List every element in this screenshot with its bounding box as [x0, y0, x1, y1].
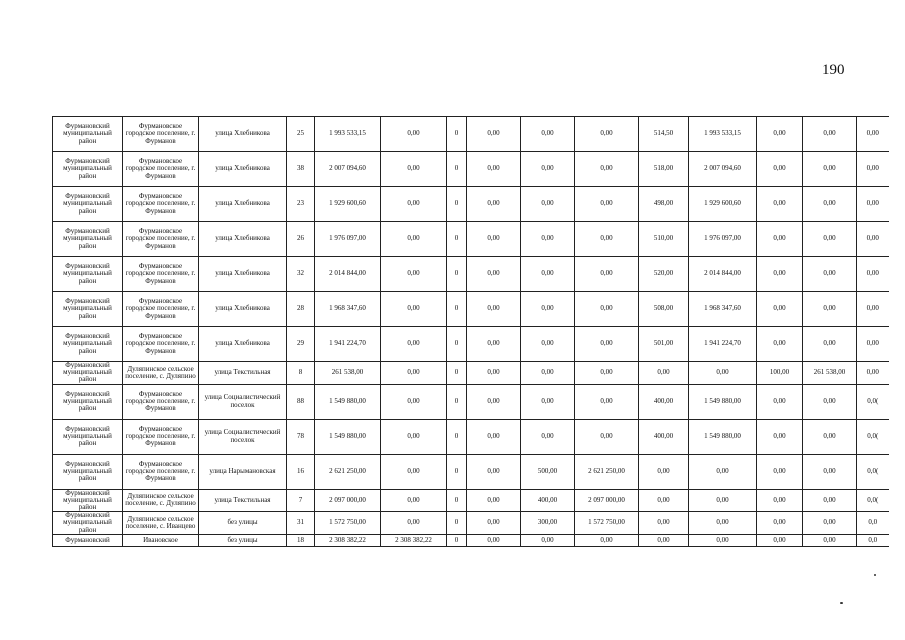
- table-cell-settlement: Фурмановское городское поселение, г. Фурманов: [123, 384, 199, 419]
- table-cell-house: 29: [287, 327, 315, 362]
- table-cell-settlement: Фурмановское городское поселение, г. Фурманов: [123, 292, 199, 327]
- table-cell-c10: 0,00: [803, 384, 857, 419]
- table-cell-c11: 0,00: [857, 187, 889, 222]
- table-cell-c11: 0,00: [857, 257, 889, 292]
- table-cell-c10: 0,00: [803, 454, 857, 489]
- table-cell-c1: 1 549 880,00: [315, 384, 381, 419]
- table-cell-c7: 520,00: [639, 257, 689, 292]
- table-cell-c2: 2 308 382,22: [381, 534, 447, 546]
- table-cell-c1: 1 993 533,15: [315, 117, 381, 152]
- table-cell-c8: 1 929 600,60: [689, 187, 757, 222]
- table-cell-c4: 0,00: [467, 152, 521, 187]
- table-cell-c11: 0,00: [857, 327, 889, 362]
- table-cell-c7: 508,00: [639, 292, 689, 327]
- table-body: [53, 117, 889, 547]
- table-cell-street: улица Хлебникова: [199, 292, 287, 327]
- table-cell-c10: 0,00: [803, 292, 857, 327]
- table-cell-c4: 0,00: [467, 187, 521, 222]
- table-cell-c1: 1 976 097,00: [315, 222, 381, 257]
- table-cell-c11: 0,00: [857, 117, 889, 152]
- table-cell-c11: 0,0: [857, 512, 889, 535]
- table-cell-c8: 2 007 094,60: [689, 152, 757, 187]
- table-cell-c7: 498,00: [639, 187, 689, 222]
- table-cell-c6: 0,00: [575, 327, 639, 362]
- table-cell-c3: 0: [447, 222, 467, 257]
- table-cell-street: без улицы: [199, 512, 287, 535]
- table-row: [53, 117, 889, 152]
- table-cell-c1: 1 572 750,00: [315, 512, 381, 535]
- table-cell-c7: 0,00: [639, 512, 689, 535]
- table-cell-settlement: Фурмановское городское поселение, г. Фурманов: [123, 419, 199, 454]
- table-cell-settlement: Фурмановское городское поселение, г. Фурманов: [123, 187, 199, 222]
- table-cell-c1: 2 308 382,22: [315, 534, 381, 546]
- table-cell-house: 38: [287, 152, 315, 187]
- table-cell-c5: 400,00: [521, 489, 575, 512]
- table-cell-c4: 0,00: [467, 534, 521, 546]
- table-cell-c2: 0,00: [381, 187, 447, 222]
- scan-speck: [840, 602, 843, 604]
- table-cell-c3: 0: [447, 534, 467, 546]
- table-cell-house: 26: [287, 222, 315, 257]
- table-cell-c4: 0,00: [467, 454, 521, 489]
- table-cell-c4: 0,00: [467, 419, 521, 454]
- table-cell-c10: 0,00: [803, 327, 857, 362]
- table-cell-c4: 0,00: [467, 292, 521, 327]
- table-cell-street: улица Социалистический поселок: [199, 384, 287, 419]
- table-cell-c3: 0: [447, 327, 467, 362]
- table-row: [53, 292, 889, 327]
- table-cell-district: Фурмановский муниципальный район: [53, 489, 123, 512]
- table-cell-c2: 0,00: [381, 384, 447, 419]
- table-cell-c11: 0,00: [857, 292, 889, 327]
- table-cell-c7: 518,00: [639, 152, 689, 187]
- table-cell-house: 23: [287, 187, 315, 222]
- table-row: [53, 362, 889, 385]
- table-cell-c11: 0,0: [857, 534, 889, 546]
- table-cell-c5: 0,00: [521, 292, 575, 327]
- table-cell-c9: 0,00: [757, 384, 803, 419]
- table-row: [53, 512, 889, 535]
- table-cell-c3: 0: [447, 512, 467, 535]
- table-cell-c6: 1 572 750,00: [575, 512, 639, 535]
- table-cell-house: 88: [287, 384, 315, 419]
- table-cell-district: Фурмановский муниципальный район: [53, 292, 123, 327]
- table-cell-settlement: Фурмановское городское поселение, г. Фурманов: [123, 327, 199, 362]
- table-cell-c2: 0,00: [381, 362, 447, 385]
- table-cell-c5: 0,00: [521, 257, 575, 292]
- table-row: [53, 187, 889, 222]
- table-cell-c9: 0,00: [757, 117, 803, 152]
- table-cell-street: улица Текстильная: [199, 489, 287, 512]
- table-row: [53, 327, 889, 362]
- table-cell-c5: 0,00: [521, 384, 575, 419]
- table-cell-c5: 0,00: [521, 152, 575, 187]
- table-cell-c9: 0,00: [757, 152, 803, 187]
- table-cell-c2: 0,00: [381, 512, 447, 535]
- table-cell-c10: 0,00: [803, 117, 857, 152]
- table-cell-c6: 0,00: [575, 384, 639, 419]
- table-cell-c4: 0,00: [467, 117, 521, 152]
- table-cell-c4: 0,00: [467, 327, 521, 362]
- table-cell-c6: 0,00: [575, 222, 639, 257]
- table-cell-c7: 400,00: [639, 419, 689, 454]
- table-cell-c11: 0,00: [857, 362, 889, 385]
- table-cell-settlement: Дуляпинское сельское поселение, с. Дуляпино: [123, 489, 199, 512]
- table-row: [53, 534, 889, 546]
- table-cell-c7: 0,00: [639, 454, 689, 489]
- table-cell-settlement: Дуляпинское сельское поселение, с. Иванцево: [123, 512, 199, 535]
- table-cell-district: Фурмановский муниципальный район: [53, 454, 123, 489]
- table-row: [53, 489, 889, 512]
- table-row: [53, 222, 889, 257]
- table-cell-c4: 0,00: [467, 362, 521, 385]
- table-cell-c6: 0,00: [575, 534, 639, 546]
- table-cell-c5: 0,00: [521, 419, 575, 454]
- table-cell-c3: 0: [447, 454, 467, 489]
- table-cell-c3: 0: [447, 489, 467, 512]
- table-cell-district: Фурмановский муниципальный район: [53, 362, 123, 385]
- table-cell-c8: 1 549 880,00: [689, 384, 757, 419]
- table-cell-c11: 0,0(: [857, 454, 889, 489]
- table-cell-c4: 0,00: [467, 257, 521, 292]
- table-cell-c10: 261 538,00: [803, 362, 857, 385]
- table-cell-settlement: Фурмановское городское поселение, г. Фурманов: [123, 117, 199, 152]
- table-cell-settlement: Фурмановское городское поселение, г. Фурманов: [123, 454, 199, 489]
- table-cell-c11: 0,00: [857, 222, 889, 257]
- table-cell-c5: 300,00: [521, 512, 575, 535]
- table-cell-district: Фурмановский: [53, 534, 123, 546]
- table-cell-c1: 2 097 000,00: [315, 489, 381, 512]
- table-cell-c6: 0,00: [575, 152, 639, 187]
- table-cell-c1: 2 007 094,60: [315, 152, 381, 187]
- table-cell-c9: 0,00: [757, 454, 803, 489]
- table-cell-c8: 1 549 880,00: [689, 419, 757, 454]
- table-cell-c10: 0,00: [803, 489, 857, 512]
- table-cell-c6: 0,00: [575, 292, 639, 327]
- table-cell-c10: 0,00: [803, 257, 857, 292]
- table-cell-c5: 0,00: [521, 362, 575, 385]
- table-cell-c8: 0,00: [689, 534, 757, 546]
- table-cell-district: Фурмановский муниципальный район: [53, 117, 123, 152]
- table-cell-district: Фурмановский муниципальный район: [53, 419, 123, 454]
- table-cell-c3: 0: [447, 187, 467, 222]
- table-cell-c11: 0,00: [857, 152, 889, 187]
- table-cell-c2: 0,00: [381, 327, 447, 362]
- table-cell-district: Фурмановский муниципальный район: [53, 512, 123, 535]
- table-cell-c2: 0,00: [381, 489, 447, 512]
- table-cell-settlement: Фурмановское городское поселение, г. Фурманов: [123, 152, 199, 187]
- table-cell-settlement: Фурмановское городское поселение, г. Фурманов: [123, 222, 199, 257]
- table-cell-c3: 0: [447, 292, 467, 327]
- table-cell-c11: 0,0(: [857, 384, 889, 419]
- table-cell-c8: 0,00: [689, 489, 757, 512]
- table-cell-c5: 0,00: [521, 534, 575, 546]
- table-cell-street: улица Хлебникова: [199, 117, 287, 152]
- table-cell-c6: 0,00: [575, 362, 639, 385]
- table-cell-c10: 0,00: [803, 419, 857, 454]
- table-cell-c2: 0,00: [381, 117, 447, 152]
- table-cell-c1: 261 538,00: [315, 362, 381, 385]
- table-cell-c7: 514,50: [639, 117, 689, 152]
- table-cell-street: улица Хлебникова: [199, 152, 287, 187]
- table-cell-c1: 1 968 347,60: [315, 292, 381, 327]
- table-cell-c7: 0,00: [639, 534, 689, 546]
- table-cell-c6: 0,00: [575, 117, 639, 152]
- table-cell-c1: 1 941 224,70: [315, 327, 381, 362]
- table-cell-district: Фурмановский муниципальный район: [53, 152, 123, 187]
- table-cell-c7: 510,00: [639, 222, 689, 257]
- table-cell-c3: 0: [447, 152, 467, 187]
- table-cell-c8: 1 993 533,15: [689, 117, 757, 152]
- table-cell-c5: 0,00: [521, 187, 575, 222]
- table-cell-c9: 0,00: [757, 222, 803, 257]
- table-cell-c2: 0,00: [381, 419, 447, 454]
- table-cell-c10: 0,00: [803, 512, 857, 535]
- table-cell-c11: 0,0(: [857, 419, 889, 454]
- table-cell-c9: 0,00: [757, 292, 803, 327]
- table-cell-c4: 0,00: [467, 384, 521, 419]
- table-cell-c8: 1 968 347,60: [689, 292, 757, 327]
- table-cell-c5: 0,00: [521, 222, 575, 257]
- table-cell-c8: 0,00: [689, 512, 757, 535]
- table-cell-c7: 0,00: [639, 362, 689, 385]
- table-cell-district: Фурмановский муниципальный район: [53, 327, 123, 362]
- table-cell-c10: 0,00: [803, 534, 857, 546]
- table-cell-street: без улицы: [199, 534, 287, 546]
- table-row: [53, 257, 889, 292]
- housing-registry-table: [52, 116, 889, 547]
- table-cell-house: 7: [287, 489, 315, 512]
- table-cell-house: 28: [287, 292, 315, 327]
- table-cell-c9: 100,00: [757, 362, 803, 385]
- table-cell-c11: 0,0(: [857, 489, 889, 512]
- table-row: [53, 454, 889, 489]
- table-cell-c9: 0,00: [757, 327, 803, 362]
- table-cell-c9: 0,00: [757, 419, 803, 454]
- table-cell-street: улица Социалистический поселок: [199, 419, 287, 454]
- table-cell-c6: 0,00: [575, 257, 639, 292]
- table-cell-house: 25: [287, 117, 315, 152]
- table-cell-district: Фурмановский муниципальный район: [53, 222, 123, 257]
- page-number: 190: [822, 62, 845, 78]
- table-cell-c3: 0: [447, 384, 467, 419]
- table-cell-c3: 0: [447, 257, 467, 292]
- table-cell-c4: 0,00: [467, 489, 521, 512]
- table-cell-street: улица Хлебникова: [199, 222, 287, 257]
- table-cell-house: 78: [287, 419, 315, 454]
- table-cell-c9: 0,00: [757, 257, 803, 292]
- table-cell-settlement: Ивановское: [123, 534, 199, 546]
- table-cell-c3: 0: [447, 117, 467, 152]
- table-cell-settlement: Фурмановское городское поселение, г. Фурманов: [123, 257, 199, 292]
- table-cell-street: улица Хлебникова: [199, 187, 287, 222]
- table-cell-street: улица Текстильная: [199, 362, 287, 385]
- table-cell-c8: 1 976 097,00: [689, 222, 757, 257]
- table-cell-c7: 501,00: [639, 327, 689, 362]
- table-cell-c6: 2 097 000,00: [575, 489, 639, 512]
- table-cell-c9: 0,00: [757, 512, 803, 535]
- table-cell-house: 31: [287, 512, 315, 535]
- table-cell-c1: 1 929 600,60: [315, 187, 381, 222]
- table-cell-house: 18: [287, 534, 315, 546]
- table-row: [53, 384, 889, 419]
- table-cell-c3: 0: [447, 419, 467, 454]
- table-cell-c8: 0,00: [689, 454, 757, 489]
- table-cell-c1: 2 014 844,00: [315, 257, 381, 292]
- table-cell-c4: 0,00: [467, 222, 521, 257]
- table-cell-c3: 0: [447, 362, 467, 385]
- table-row: [53, 152, 889, 187]
- table-cell-c8: 0,00: [689, 362, 757, 385]
- table-cell-house: 16: [287, 454, 315, 489]
- table-cell-district: Фурмановский муниципальный район: [53, 257, 123, 292]
- table-cell-house: 8: [287, 362, 315, 385]
- table-cell-c7: 400,00: [639, 384, 689, 419]
- table-cell-c5: 0,00: [521, 327, 575, 362]
- table-cell-c2: 0,00: [381, 454, 447, 489]
- table-cell-street: улица Нарымановская: [199, 454, 287, 489]
- table-cell-c1: 1 549 880,00: [315, 419, 381, 454]
- table-cell-c5: 500,00: [521, 454, 575, 489]
- table-cell-c8: 2 014 844,00: [689, 257, 757, 292]
- table-cell-c10: 0,00: [803, 187, 857, 222]
- table-cell-settlement: Дуляпинское сельское поселение, с. Дуляпино: [123, 362, 199, 385]
- table-cell-district: Фурмановский муниципальный район: [53, 384, 123, 419]
- table-cell-c9: 0,00: [757, 187, 803, 222]
- table-cell-c6: 2 621 250,00: [575, 454, 639, 489]
- table-cell-house: 32: [287, 257, 315, 292]
- table-cell-c6: 0,00: [575, 187, 639, 222]
- table-row: [53, 419, 889, 454]
- table-cell-street: улица Хлебникова: [199, 257, 287, 292]
- table-cell-street: улица Хлебникова: [199, 327, 287, 362]
- table-cell-c9: 0,00: [757, 534, 803, 546]
- table-cell-c7: 0,00: [639, 489, 689, 512]
- table-cell-c5: 0,00: [521, 117, 575, 152]
- table-cell-c1: 2 621 250,00: [315, 454, 381, 489]
- table-cell-c2: 0,00: [381, 152, 447, 187]
- table-cell-district: Фурмановский муниципальный район: [53, 187, 123, 222]
- table-cell-c8: 1 941 224,70: [689, 327, 757, 362]
- scan-speck: [874, 574, 876, 576]
- table-cell-c4: 0,00: [467, 512, 521, 535]
- table-cell-c6: 0,00: [575, 419, 639, 454]
- table-cell-c10: 0,00: [803, 152, 857, 187]
- table-cell-c2: 0,00: [381, 257, 447, 292]
- table-cell-c9: 0,00: [757, 489, 803, 512]
- table-cell-c2: 0,00: [381, 292, 447, 327]
- table-cell-c10: 0,00: [803, 222, 857, 257]
- table-cell-c2: 0,00: [381, 222, 447, 257]
